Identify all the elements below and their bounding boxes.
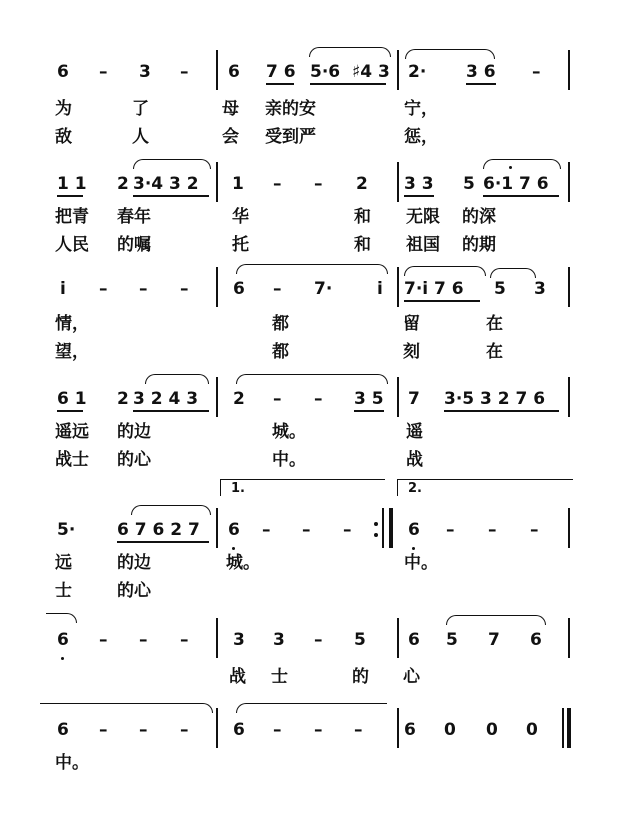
barline xyxy=(216,267,218,307)
barline xyxy=(216,618,218,658)
lyric: 人 xyxy=(132,127,149,147)
lyric: 的深 xyxy=(462,207,496,227)
note: 7·i 7 6 xyxy=(404,279,464,299)
note: 5 xyxy=(354,630,366,650)
underline xyxy=(483,195,559,197)
note: – xyxy=(139,720,148,740)
note: 6 xyxy=(408,630,420,650)
note: – xyxy=(530,520,539,540)
lyric: 母 xyxy=(222,99,239,119)
slur xyxy=(309,47,391,57)
lyric: 战 xyxy=(229,667,246,687)
barline xyxy=(397,618,399,658)
lyric: 遥 xyxy=(406,422,423,442)
note: 7 6 xyxy=(266,62,296,82)
note: – xyxy=(99,62,108,82)
slur xyxy=(133,159,211,169)
note: – xyxy=(99,720,108,740)
note: 6 xyxy=(57,62,69,82)
note: – xyxy=(314,389,323,409)
note: – xyxy=(314,630,323,650)
underline xyxy=(133,195,209,197)
lyric: 刻 xyxy=(403,342,420,362)
note: 6·1 7 6 xyxy=(483,174,549,194)
note: 7 xyxy=(488,630,500,650)
note: 6 xyxy=(228,62,240,82)
volta-label-1: 1. xyxy=(231,481,245,496)
note: – xyxy=(488,520,497,540)
note: 2 xyxy=(233,389,245,409)
barline xyxy=(216,50,218,90)
lyric: 惩， xyxy=(404,127,438,147)
barline xyxy=(216,377,218,417)
note: 2 xyxy=(356,174,368,194)
note: 6 1 xyxy=(57,389,87,409)
lyric: 的期 xyxy=(462,235,496,255)
lyric: 受到严 xyxy=(265,127,316,147)
repeat-dot xyxy=(374,522,378,526)
slur xyxy=(446,615,546,625)
lyric: 中。 xyxy=(55,753,89,773)
barline xyxy=(397,377,399,417)
note: – xyxy=(262,520,271,540)
note: 6 xyxy=(408,520,420,540)
lyric: 了 xyxy=(132,99,149,119)
lyric: 华 xyxy=(232,207,249,227)
note: 3·4 3 2 xyxy=(133,174,199,194)
lyric: 和 xyxy=(354,207,371,227)
lyric: 会 xyxy=(222,127,239,147)
barline xyxy=(568,508,570,548)
note: – xyxy=(273,720,282,740)
note: 2· xyxy=(408,62,427,82)
slur xyxy=(131,505,211,515)
slur xyxy=(236,374,388,384)
note: 6 xyxy=(404,720,416,740)
lyric: 把青 xyxy=(55,207,89,227)
repeat-dot xyxy=(374,533,378,537)
lyric: 远 xyxy=(55,553,72,573)
note: – xyxy=(532,62,541,82)
lyric: 士 xyxy=(271,667,288,687)
repeat-barline-thick xyxy=(389,508,393,548)
barline xyxy=(216,508,218,548)
note: – xyxy=(273,174,282,194)
underline xyxy=(466,83,496,85)
note: 3 xyxy=(233,630,245,650)
note: 6 xyxy=(530,630,542,650)
slur xyxy=(40,703,213,713)
note: 2 xyxy=(117,389,129,409)
note: – xyxy=(273,279,282,299)
underline xyxy=(57,410,83,412)
note: – xyxy=(314,720,323,740)
note: – xyxy=(180,279,189,299)
note: – xyxy=(180,630,189,650)
lyric: 祖国 xyxy=(406,235,440,255)
note: 7 xyxy=(408,389,420,409)
underline xyxy=(444,410,559,412)
lyric: 敌 xyxy=(55,127,72,147)
underline xyxy=(266,83,294,85)
lyric: 都 xyxy=(272,314,289,334)
lyric: 宁， xyxy=(404,99,438,119)
note: – xyxy=(180,720,189,740)
note: – xyxy=(99,279,108,299)
note: – xyxy=(314,174,323,194)
note: 6 xyxy=(57,720,69,740)
note: 5 xyxy=(446,630,458,650)
lyric: 心 xyxy=(403,667,420,687)
lyric: 士 xyxy=(55,581,72,601)
note: 5· xyxy=(57,520,76,540)
note: – xyxy=(273,389,282,409)
note: 1 1 xyxy=(57,174,87,194)
note: 6 xyxy=(233,720,245,740)
lyric: 的嘱 xyxy=(117,235,151,255)
slur xyxy=(236,264,388,274)
barline xyxy=(568,267,570,307)
barline xyxy=(568,377,570,417)
lyric: 城。 xyxy=(272,422,306,442)
lyric: 的边 xyxy=(117,553,151,573)
note: 5 xyxy=(463,174,475,194)
lyric: 城。 xyxy=(226,553,260,573)
lyric: 春年 xyxy=(117,207,151,227)
lyric: 人民 xyxy=(55,235,89,255)
repeat-barline xyxy=(382,508,384,548)
note: 0 xyxy=(444,720,456,740)
final-barline-thin xyxy=(562,708,564,748)
lyric: 的边 xyxy=(117,422,151,442)
note: – xyxy=(139,630,148,650)
note: 3 xyxy=(534,279,546,299)
lyric: 情， xyxy=(55,314,89,334)
octave-dot xyxy=(61,657,64,660)
barline xyxy=(216,708,218,748)
barline xyxy=(568,162,570,202)
note: ♯4 3 xyxy=(352,62,390,82)
underline xyxy=(354,410,384,412)
slur xyxy=(236,703,387,713)
note: 3 xyxy=(139,62,151,82)
lyric: 望， xyxy=(55,342,89,362)
volta-bracket-2 xyxy=(397,479,573,496)
octave-dot xyxy=(509,166,512,169)
note: 3 2 4 3 xyxy=(133,389,199,409)
barline xyxy=(397,50,399,90)
lyric: 在 xyxy=(486,314,503,334)
barline xyxy=(216,162,218,202)
underline xyxy=(117,541,209,543)
note: – xyxy=(354,720,363,740)
lyric: 中。 xyxy=(404,553,438,573)
lyric: 和 xyxy=(354,235,371,255)
note: 6 xyxy=(228,520,240,540)
slur xyxy=(145,374,209,384)
note: 0 xyxy=(526,720,538,740)
lyric: 的心 xyxy=(117,581,151,601)
note: 3 3 xyxy=(404,174,434,194)
slur xyxy=(490,268,536,278)
underline xyxy=(404,195,434,197)
note: 0 xyxy=(486,720,498,740)
lyric: 战 xyxy=(406,450,423,470)
lyric: 的 xyxy=(352,667,369,687)
lyric: 都 xyxy=(272,342,289,362)
lyric: 为 xyxy=(55,99,72,119)
slur xyxy=(405,49,495,59)
lyric: 在 xyxy=(486,342,503,362)
note: 3 5 xyxy=(354,389,384,409)
note: 6 xyxy=(233,279,245,299)
note: 3 6 xyxy=(466,62,496,82)
note: 1 xyxy=(232,174,244,194)
note: – xyxy=(180,62,189,82)
note: 6 xyxy=(57,630,69,650)
note: 3·5 3 2 7 6 xyxy=(444,389,546,409)
barline xyxy=(568,50,570,90)
note: 6 7 6 2 7 xyxy=(117,520,200,540)
note: – xyxy=(302,520,311,540)
lyric: 托 xyxy=(232,235,249,255)
barline xyxy=(397,267,399,307)
note: – xyxy=(446,520,455,540)
underline xyxy=(57,195,83,197)
note: 3 xyxy=(273,630,285,650)
lyric: 无限 xyxy=(406,207,440,227)
note: i xyxy=(60,279,66,299)
barline xyxy=(397,162,399,202)
final-barline-thick xyxy=(567,708,571,748)
slur xyxy=(483,159,561,169)
note: 7· xyxy=(314,279,333,299)
note: – xyxy=(343,520,352,540)
slur xyxy=(404,266,486,276)
underline xyxy=(310,83,386,85)
lyric: 遥远 xyxy=(55,422,89,442)
note: 5·6 xyxy=(310,62,341,82)
barline xyxy=(397,708,399,748)
note: i xyxy=(377,279,383,299)
underline xyxy=(133,410,209,412)
lyric: 战士 xyxy=(55,450,89,470)
note: 5 xyxy=(494,279,506,299)
lyric: 亲的安 xyxy=(265,99,316,119)
lyric: 中。 xyxy=(272,450,306,470)
volta-label-2: 2. xyxy=(408,481,422,496)
note: – xyxy=(139,279,148,299)
note: 2 xyxy=(117,174,129,194)
slur xyxy=(46,613,77,623)
lyric: 留 xyxy=(403,314,420,334)
underline xyxy=(404,300,480,302)
barline xyxy=(568,618,570,658)
note: – xyxy=(99,630,108,650)
lyric: 的心 xyxy=(117,450,151,470)
